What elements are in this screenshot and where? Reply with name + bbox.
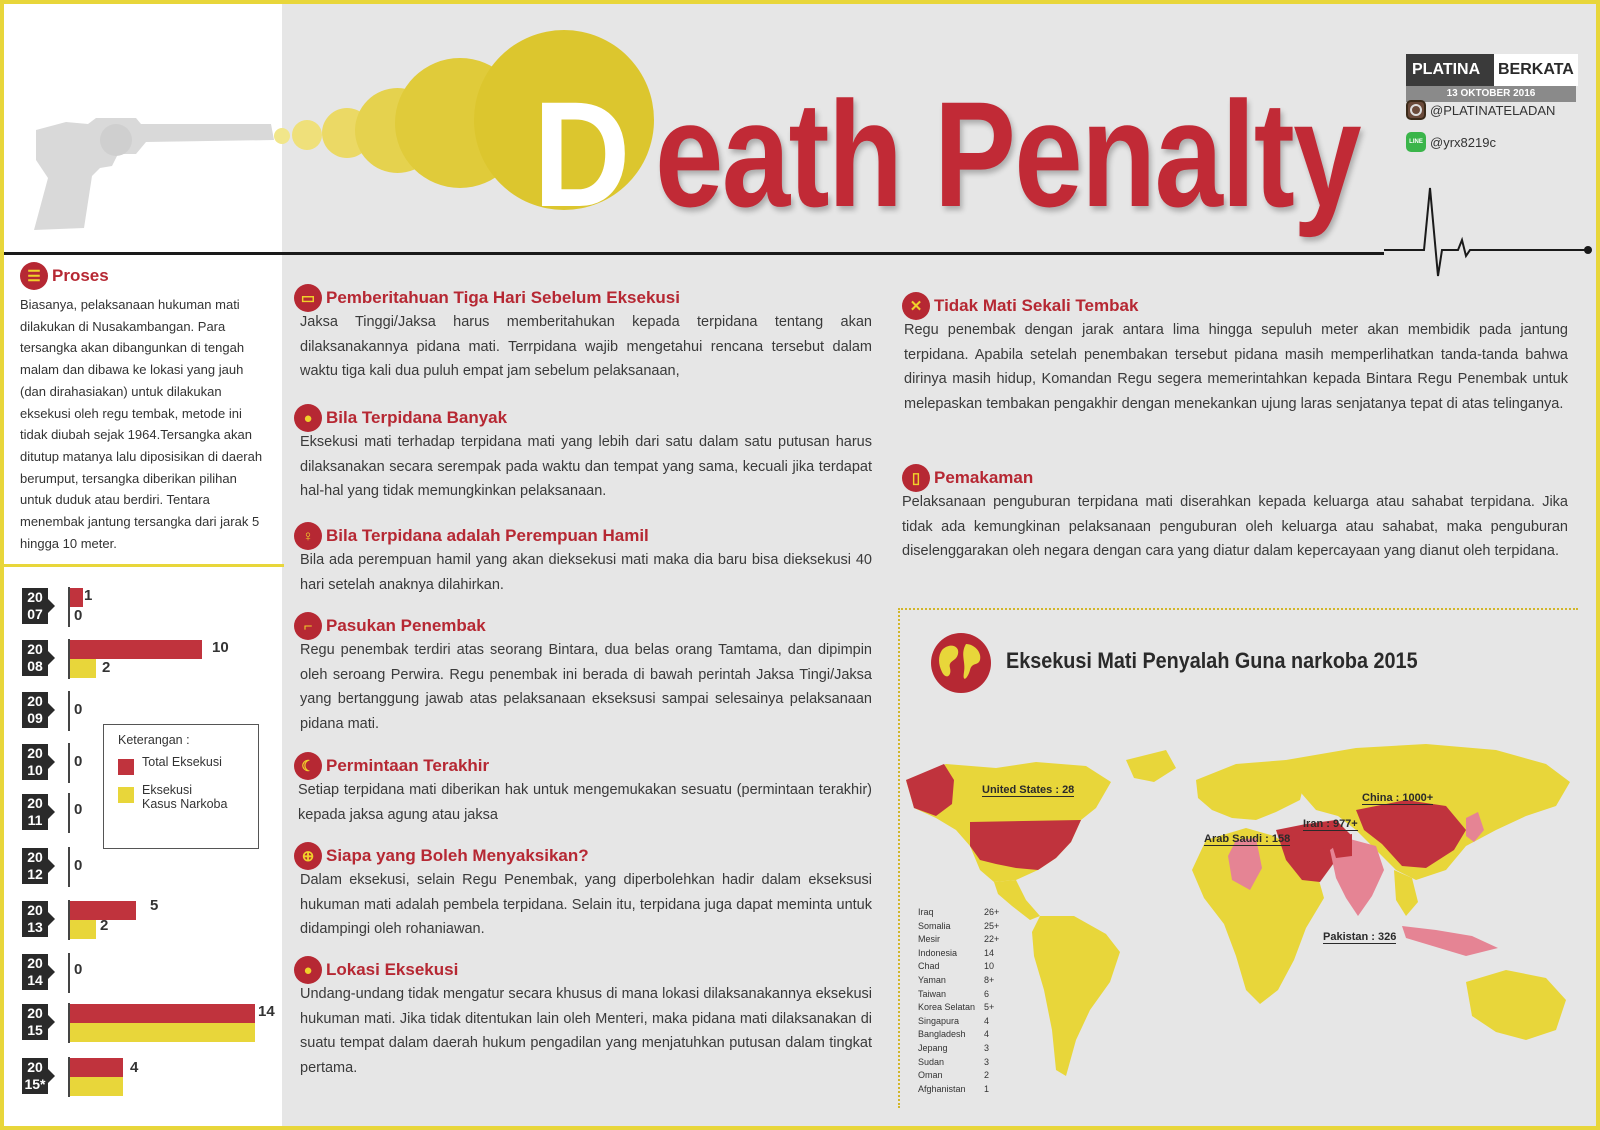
location-pin-icon: ●: [294, 956, 322, 984]
year-label: 20 07: [22, 588, 48, 624]
country-row: [918, 1015, 999, 1029]
map-title: Eksekusi Mati Penyalah Guna narkoba 2015: [1006, 648, 1418, 673]
country-value: 2: [984, 1070, 990, 1081]
bar-value-label: 14: [258, 1003, 275, 1020]
year-label: 20 08: [22, 640, 48, 676]
pemberitahuan-body: Jaksa Tinggi/Jaksa harus memberitahukan kepada terpidana tentang akan dilaksanakannya pidana mati. Terrpidana wajib mengetahui rencana tersebut dalam waktu tiga kali dua puluh empat jam sebelum pelaksanaan,: [300, 314, 872, 379]
bar-value-label: 0: [74, 801, 83, 818]
tidakmati-body: Regu penembak dengan jarak antara lima hingga sepuluh meter akan membidik pada jantung terpidana. Apabila setelah penembakan tersebut pidana masih memperlihatkan tanda-tanda bahwa dirinya masih hidup, Komandan Regu segera memerintahkan kepada Bintara Regu Penembak untuk melepaskan tembakan pengakhir dengan menekankan ujung laras senjatanya tepat di atas telinganya.: [904, 322, 1568, 412]
country-name: Oman: [918, 1070, 943, 1081]
country-row: [918, 1001, 999, 1015]
bar-value-label: 2: [102, 659, 111, 676]
legend-entry-narkoba: Eksekusi Kasus Narkoba: [118, 783, 244, 811]
banyak-heading: ● Bila Terpidana Banyak: [294, 404, 507, 432]
country-value: 10: [984, 961, 995, 972]
globe-icon: [930, 632, 992, 694]
chart-axis: [68, 793, 70, 833]
hamil-heading: ♀ Bila Terpidana adalah Perempuan Hamil: [294, 522, 649, 550]
legend-title: Keterangan :: [118, 733, 190, 747]
year-label: 20 15: [22, 1004, 48, 1040]
country-name: Bangladesh: [918, 1029, 966, 1040]
country-row: [918, 906, 999, 920]
line-handle: LINE @yrx8219c: [1406, 132, 1496, 152]
bar-total: [70, 1058, 123, 1077]
header-divider: [4, 252, 1384, 255]
country-name: Taiwan: [918, 988, 947, 999]
year-label: 20 10: [22, 744, 48, 780]
legend-swatch-yellow: [118, 787, 134, 803]
permintaan-body: Setiap terpidana mati diberikan hak untuk mengemukakan sesuatu (permintaan terakhir) kepada jaksa agung atau jaksa: [298, 782, 872, 823]
chart-axis: [68, 743, 70, 783]
pregnant-icon: ♀: [294, 522, 322, 550]
country-row: [918, 960, 999, 974]
country-row: [918, 947, 999, 961]
country-value: 4: [984, 1015, 990, 1026]
pasukan-heading: ⌐ Pasukan Penembak: [294, 612, 486, 640]
document-icon: ☰: [20, 262, 48, 290]
bar-value-label: 5: [150, 897, 159, 914]
hamil-body: Bila ada perempuan hamil yang akan dieksekusi mati maka dia baru bisa dieksekusi 40 hari setelah anaknya dilahirkan.: [300, 552, 872, 593]
country-value: 25+: [984, 920, 1000, 931]
bar-total: [70, 588, 83, 607]
lokasi-heading: ● Lokasi Eksekusi: [294, 956, 458, 984]
revolver-icon: [26, 110, 276, 240]
bar-value-label: 10: [212, 639, 229, 656]
map-label-pakistan: Pakistan : 326: [1323, 931, 1397, 943]
magnifier-icon: ⊕: [294, 842, 322, 870]
country-value: 4: [984, 1029, 990, 1040]
bar-value-label: 0: [74, 701, 83, 718]
proses-body: Biasanya, pelaksanaan hukuman mati dilakukan di Nusakambangan. Para tersangka akan dibangunkan di tengah malam dan dibawa ke lokasi yang jauh (dan dirahasiakan) untuk dilakukan eksekusi oleh regu tembak, metode ini tidak diubah sejak 1964.Tersangka akan ditutup matanya lalu diposisikan di daerah berumput, tersangka diberikan pilihan untuk duduk atau berdiri. Tentara menembak jantung tersangka dari jarak 5 hingga 10 meter.: [20, 297, 263, 551]
country-name: Iraq: [918, 907, 934, 917]
country-value: 5+: [984, 1002, 995, 1013]
gun-icon: ⌐: [294, 612, 322, 640]
bar-total: [70, 640, 202, 659]
country-execution-list: [918, 906, 999, 1096]
pasukan-body: Regu penembak terdiri atas seorang Bintara, dua belas orang Tamtama, dan dipimpin oleh seroang Perwira. Regu penembak ini berada di bawah perintah Jaksa Tingi/Jaksa yang bertanggung jawab atas pelaksanaan ekseksusi sampai selesainya pelaksanaan pidana mati.: [300, 642, 872, 732]
bar-value-label: 0: [74, 607, 83, 624]
map-label-iran: Iran : 977+: [1303, 818, 1358, 830]
year-label: 20 09: [22, 692, 48, 728]
speech-bubble-icon: ▭: [294, 284, 322, 312]
chart-legend: [103, 724, 259, 849]
bubble-1: [274, 128, 290, 144]
country-row: [918, 1069, 999, 1083]
country-row: [918, 974, 999, 988]
siapa-heading: ⊕ Siapa yang Boleh Menyaksikan?: [294, 842, 589, 870]
line-icon: LINE: [1406, 132, 1426, 152]
world-map: [906, 720, 1578, 1100]
map-label-us: United States : 28: [982, 784, 1075, 796]
country-row: [918, 988, 999, 1002]
country-name: Somalia: [918, 920, 951, 931]
bar-value-label: 0: [74, 753, 83, 770]
bar-value-label: 4: [130, 1059, 139, 1076]
legend-swatch-red: [118, 759, 134, 775]
country-name: Sudan: [918, 1056, 945, 1067]
heartbeat-line-icon: [1384, 180, 1594, 280]
publish-date: 13 OKTOBER 2016: [1406, 86, 1576, 102]
country-value: 6: [984, 988, 990, 999]
country-value: 1: [984, 1083, 990, 1094]
bar-narkoba: [70, 1077, 123, 1096]
bar-narkoba: [70, 920, 96, 939]
banyak-body: Eksekusi mati terhadap terpidana mati yang lebih dari satu dalam satu putusan harus dilaksanakan secara serempak pada waktu dan tempat yang sama, kecuali jika terdapat hal-hal yang tidak memungkinkan pelaksanaan.: [300, 434, 872, 499]
bar-value-label: 0: [74, 961, 83, 978]
country-row: [918, 1056, 999, 1070]
country-value: 14: [984, 947, 995, 958]
country-name: Indonesia: [918, 947, 958, 958]
instagram-handle: @PLATINATELADAN: [1406, 100, 1555, 120]
year-label: 20 14: [22, 954, 48, 990]
proses-heading: ☰ Proses: [20, 262, 109, 290]
country-row: [918, 1083, 999, 1097]
coffin-icon: ▯: [902, 464, 930, 492]
bar-value-label: 1: [84, 587, 93, 604]
chart-axis: [68, 953, 70, 993]
chart-axis: [68, 691, 70, 731]
proses-divider: [4, 564, 284, 567]
bar-value-label: 0: [74, 857, 83, 874]
country-row: [918, 920, 999, 934]
country-name: Korea Selatan: [918, 1002, 976, 1013]
x-icon: ✕: [902, 292, 930, 320]
year-label: 20 15*: [22, 1058, 48, 1094]
title-first-letter: D: [533, 70, 627, 238]
country-row: [918, 1042, 999, 1056]
pemberitahuan-heading: ▭ Pemberitahuan Tiga Hari Sebelum Eksekusi: [294, 284, 680, 312]
pemakaman-heading: ▯ Pemakaman: [902, 464, 1033, 492]
pemakaman-body: Pelaksanaan penguburan terpidana mati diserahkan kepada keluarga atau sahabat terpidana. Jika tidak ada kemungkinan pelaksanaan penguburan oleh keluarga atau sahabat, maka penguburan diselenggarakan oleh negara dengan cara yang diatur dalam kepercayaan yang dianut oleh terpidana.: [902, 494, 1568, 559]
bar-narkoba: [70, 659, 96, 678]
country-name: Jepang: [918, 1042, 948, 1053]
bubble-2: [292, 120, 322, 150]
permintaan-heading: ☾ Permintaan Terakhir: [294, 752, 489, 780]
map-label-saudi: Arab Saudi : 158: [1204, 833, 1291, 845]
bar-total: [70, 1004, 255, 1023]
country-name: Afghanistan: [918, 1083, 966, 1094]
map-label-china: China : 1000+: [1362, 792, 1434, 804]
country-value: 3: [984, 1056, 990, 1067]
instagram-icon: [1406, 100, 1426, 120]
country-value: 22+: [984, 934, 1000, 945]
legend-entry-total: Total Eksekusi: [118, 755, 244, 775]
country-row: [918, 1028, 999, 1042]
brand-part1: PLATINA: [1406, 54, 1494, 86]
country-value: 26+: [984, 907, 1000, 917]
chart-axis: [68, 847, 70, 887]
year-label: 20 12: [22, 848, 48, 884]
page-title: eath Penalty: [655, 70, 1360, 238]
siapa-body: Dalam eksekusi, selain Regu Penembak, yang diperbolehkan hadir dalam ekseksusi hukuman mati adalah pembela terpidana. Selain itu, terpidana juga dapat meminta untuk didampingi oleh rohaniawan.: [300, 872, 872, 937]
year-label: 20 11: [22, 794, 48, 830]
lokasi-body: Undang-undang tidak mengatur secara khusus di mana lokasi dilaksanakannya eksekusi hukuman mati. Jika tidak ditentukan lain oleh Menteri, maka pidana mati dilaksanakan di suatu tempat dalam daerah hukum pengadilan yang menjatuhkan putusan dalam tingkat pertama.: [300, 986, 872, 1076]
country-name: Yaman: [918, 974, 946, 985]
group-icon: ●: [294, 404, 322, 432]
bar-value-label: 2: [100, 917, 109, 934]
year-label: 20 13: [22, 901, 48, 937]
country-value: 3: [984, 1042, 990, 1053]
country-name: Singapura: [918, 1015, 960, 1026]
brand-part2: BERKATA: [1494, 54, 1578, 86]
tidakmati-heading: ✕ Tidak Mati Sekali Tembak: [902, 292, 1138, 320]
country-name: Mesir: [918, 934, 940, 945]
brand-badge: [1406, 54, 1576, 102]
moon-icon: ☾: [294, 752, 322, 780]
bar-narkoba: [70, 1023, 255, 1042]
country-name: Chad: [918, 961, 940, 972]
country-value: 8+: [984, 974, 995, 985]
country-row: [918, 933, 999, 947]
